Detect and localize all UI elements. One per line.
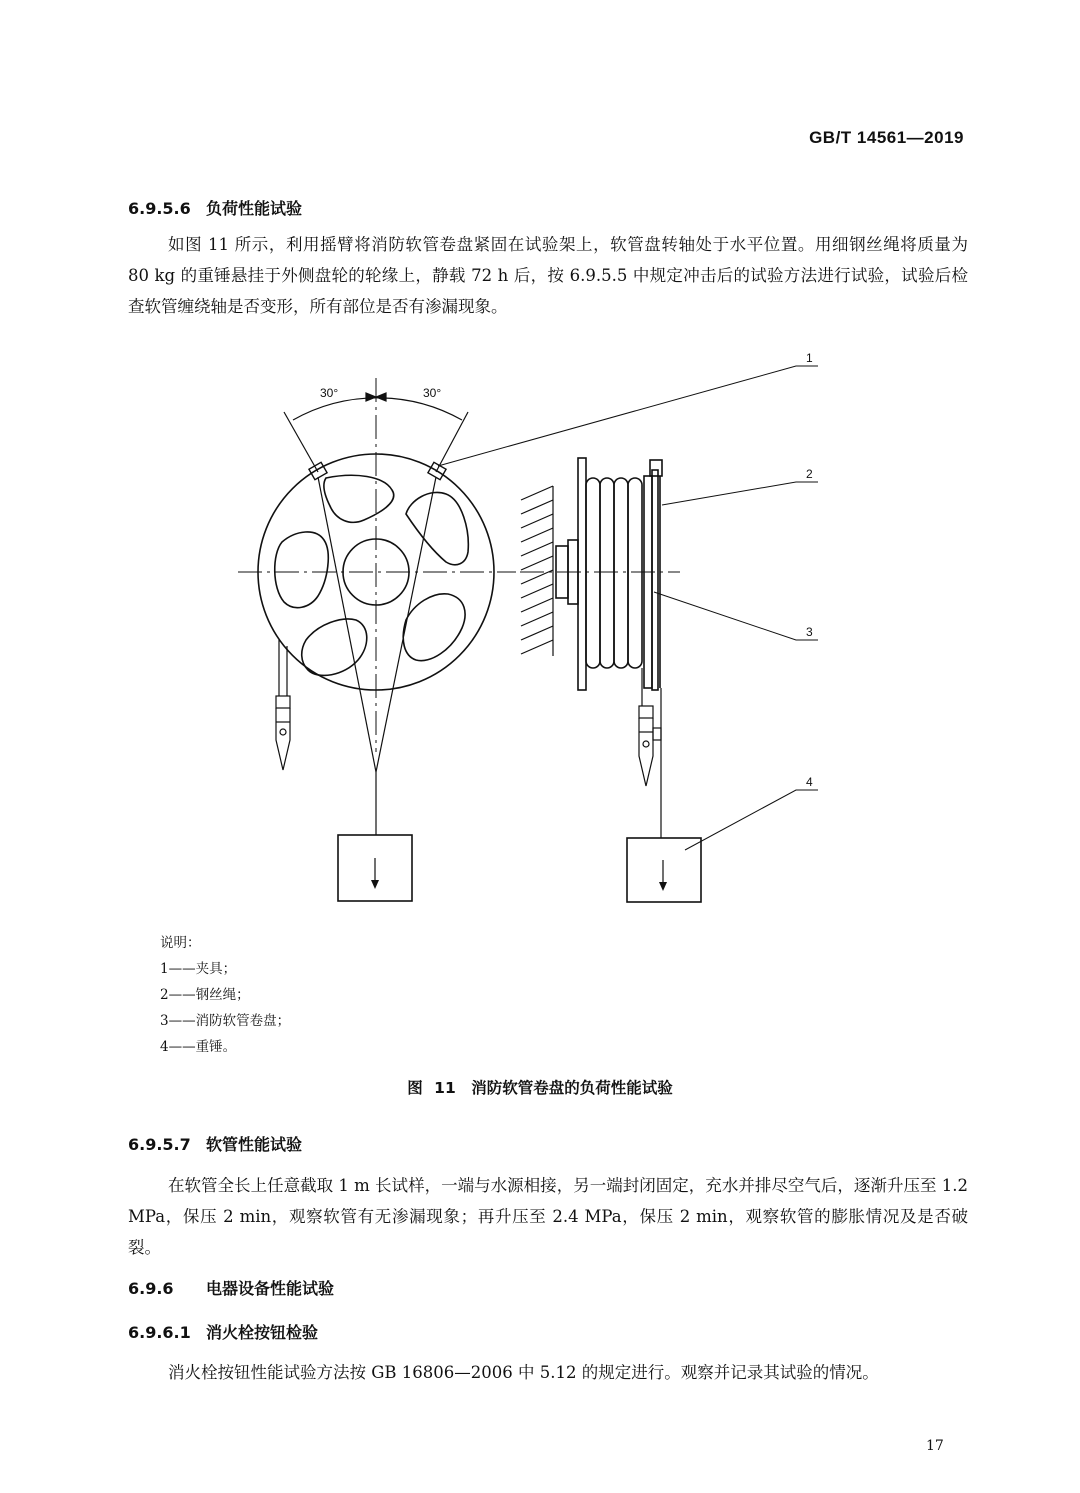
figure-11-diagram [0,340,1080,930]
section-title: 电器设备性能试验 [206,1279,335,1298]
legend-title: 说明： [160,935,201,951]
callout-4: 4 [806,775,813,789]
section-number: 6.9.6 [128,1279,174,1298]
section-title: 负荷性能试验 [206,199,303,218]
section-body-6961: 消火栓按钮性能试验方法按 GB 16806—2006 中 5.12 的规定进行。观察并记录其试验的情况。 [168,1363,879,1382]
wall-hatch [521,486,553,656]
page-number: 17 [926,1438,944,1454]
standard-code: GB/T 14561—2019 [809,128,964,147]
legend-item-2: 2——钢丝绳； [160,987,250,1003]
weight-front [338,835,412,901]
reel-side-view [556,458,662,690]
section-body-6957: 在软管全长上任意截取 1 m 长试样，一端与水源相接，另一端封闭固定，充水并排尽空气后，逐渐升压至 1.2 MPa，保压 2 min，观察软管有无渗漏现象；再升压至 2.4 MPa，保压 2 min，观察软管的膨胀情况及是否破裂。 [128,1176,968,1257]
section-heading-6961 [128,1320,318,1343]
section-number: 6.9.5.6 [128,199,191,218]
legend-item-1: 1——夹具； [160,961,237,977]
figure-caption: 图 11 消防软管卷盘的负荷性能试验 [407,1079,673,1097]
section-number: 6.9.6.1 [128,1323,191,1342]
section-heading-6956 [128,196,302,219]
callout-3: 3 [806,625,813,639]
section-body-6956: 如图 11 所示，利用摇臂将消防软管卷盘紧固在试验架上，软管盘转轴处于水平位置。用细钢丝绳将质量为 80 kg 的重锤悬挂于外侧盘轮的轮缘上，静载 72 h 后，按 6.9.5.5 中规定冲击后的试验方法进行试验，试验后检查软管缠绕轴是否变形，所有部位是否有渗漏现象。 [128,235,968,316]
figure-legend [160,930,290,1060]
section-number: 6.9.5.7 [128,1135,191,1154]
section-title: 软管性能试验 [206,1135,303,1154]
section-heading-6957 [128,1132,302,1155]
callout-2: 2 [806,467,813,481]
angle-label-right: 30° [423,386,442,400]
angle-label-left: 30° [320,386,339,400]
hose-nozzle-front [276,640,290,770]
callout-1: 1 [806,351,813,365]
section-heading-696 [128,1276,334,1299]
section-title: 消火栓按钮检验 [206,1323,319,1342]
legend-item-3: 3——消防软管卷盘； [160,1013,291,1029]
legend-item-4: 4——重锤。 [160,1039,237,1055]
